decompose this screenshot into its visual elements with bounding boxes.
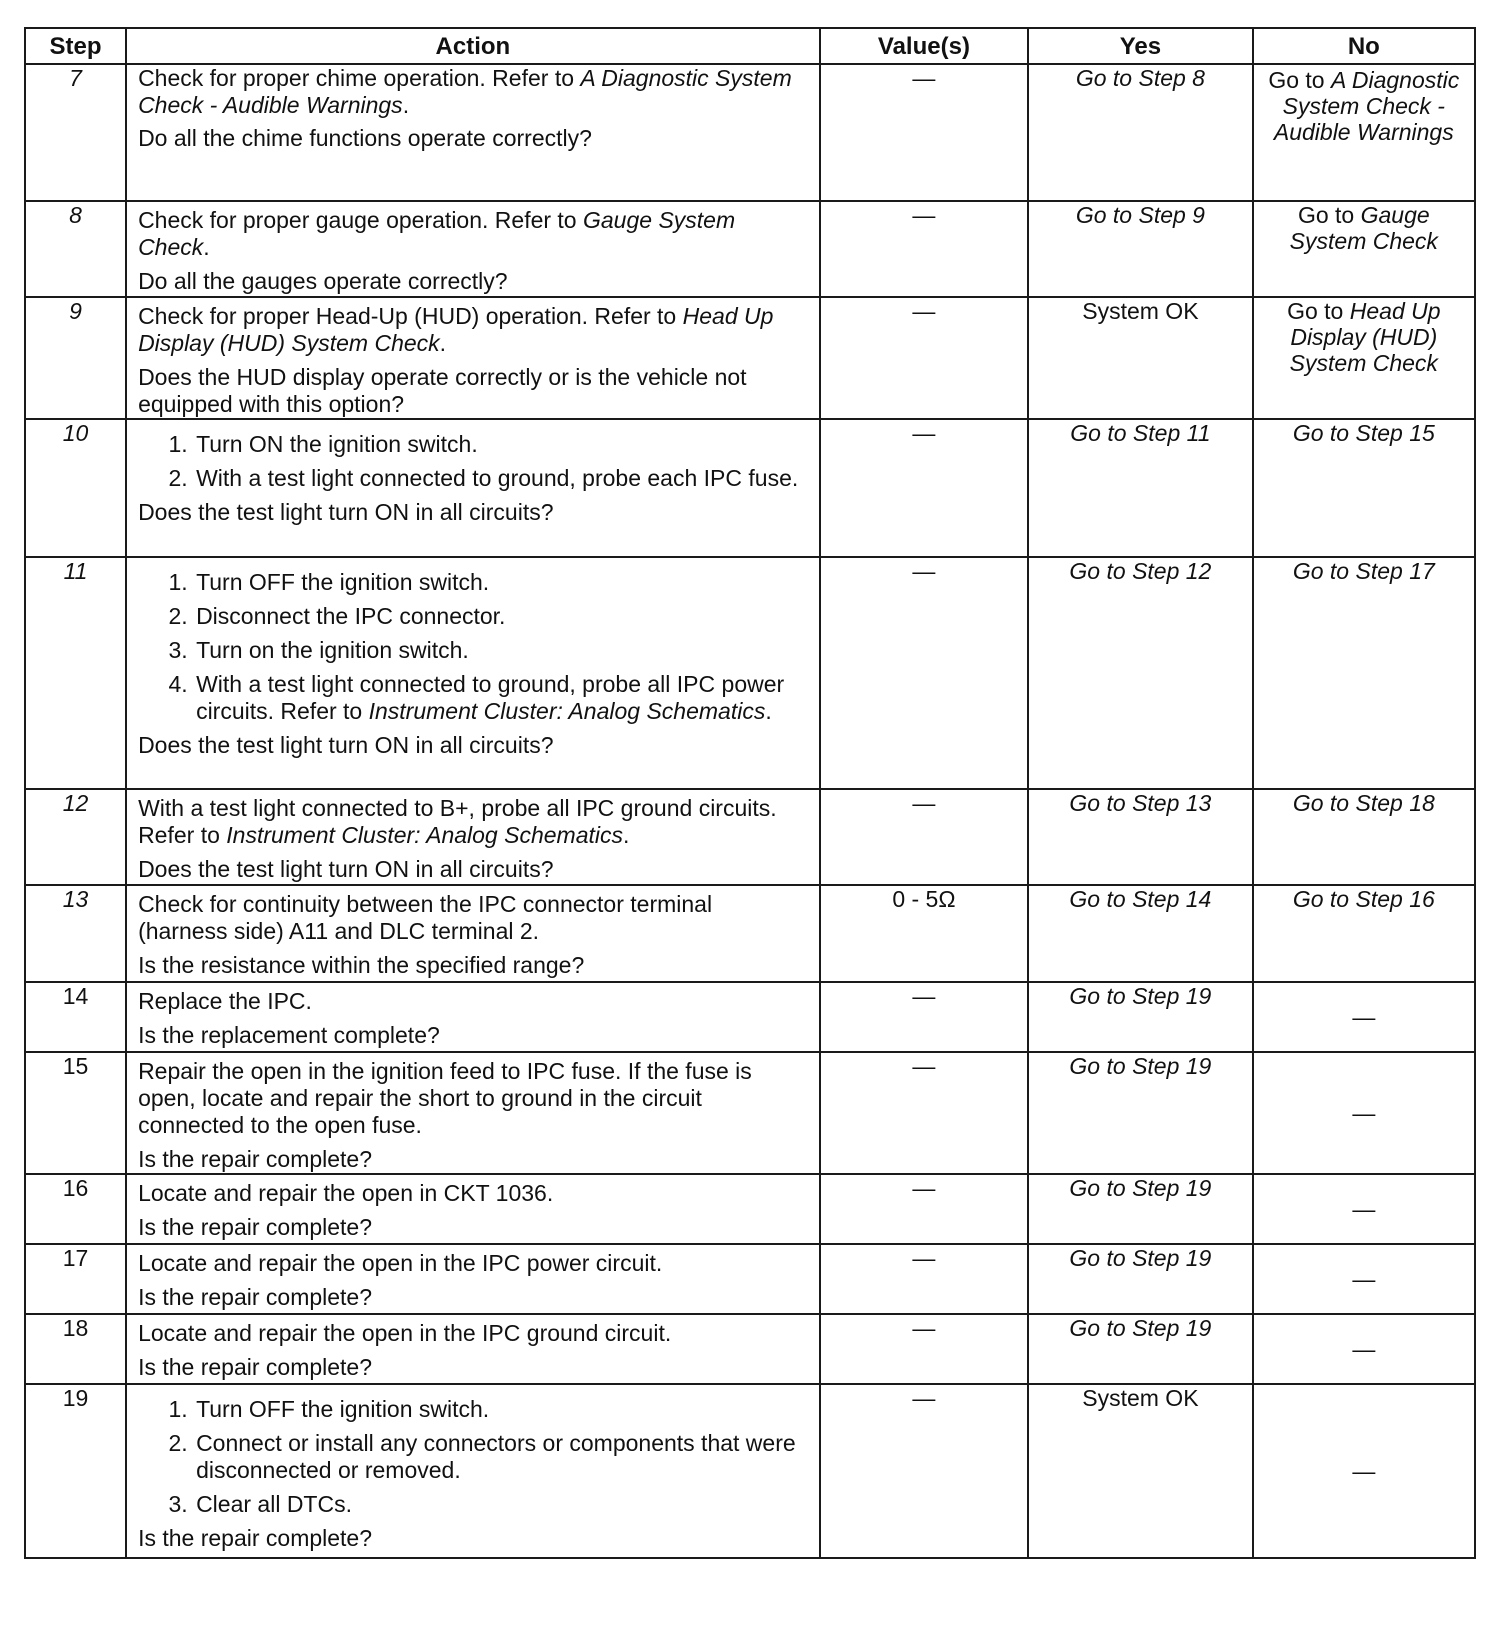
yes-cell: Go to Step 11 (1028, 419, 1252, 557)
reference-link: Instrument Cluster: Analog Schematics (226, 822, 623, 848)
action-step: 4. With a test light connected to ground, probe all IPC power circuits. Refer to Instrument Cluster: Analog Schematics. (194, 671, 808, 725)
table-row (25, 982, 1475, 1052)
action-text: Check for continuity between the IPC connector terminal (harness side) A11 and DLC terminal 2. (138, 891, 713, 944)
reference-link: Instrument Cluster: Analog Schematics (368, 698, 766, 724)
table-row (25, 1174, 1475, 1244)
action-text: Locate and repair the open in CKT 1036. (138, 1180, 554, 1206)
no-cell: — (1253, 982, 1475, 1052)
action-step: 1. Turn OFF the ignition switch. (194, 569, 808, 596)
diagnostic-table (24, 27, 1476, 1559)
action-question: Do all the gauges operate correctly? (138, 268, 508, 294)
no-cell: — (1253, 1244, 1475, 1314)
action-cell (126, 1244, 820, 1314)
value-cell: — (820, 201, 1029, 297)
action-cell (126, 419, 820, 557)
action-step: 1. Turn ON the ignition switch. (194, 431, 808, 458)
action-text: Check for proper gauge operation. Refer to Gauge System Check. (138, 207, 736, 260)
action-question: Does the HUD display operate correctly or is the vehicle not equipped with this option? (138, 364, 747, 417)
step-number: 8 (25, 201, 126, 297)
step-number: 11 (25, 557, 126, 789)
table-row (25, 1384, 1475, 1558)
action-question: Is the repair complete? (138, 1284, 373, 1310)
step-number: 15 (25, 1052, 126, 1174)
table-row (25, 297, 1475, 419)
action-step: 2. Disconnect the IPC connector. (194, 603, 808, 630)
table-row (25, 64, 1475, 201)
action-question: Is the repair complete? (138, 1354, 373, 1380)
no-cell: Go to Step 18 (1253, 789, 1475, 885)
action-question: Is the repair complete? (138, 1146, 373, 1172)
action-cell (126, 789, 820, 885)
no-cell: Go to A Diagnostic System Check - Audible Warnings (1253, 64, 1475, 201)
value-cell: — (820, 1174, 1029, 1244)
action-step: 2. With a test light connected to ground, probe each IPC fuse. (194, 465, 808, 492)
yes-cell: Go to Step 19 (1028, 1244, 1252, 1314)
no-cell: — (1253, 1384, 1475, 1558)
action-steps (138, 569, 808, 725)
action-cell (126, 885, 820, 982)
step-number: 13 (25, 885, 126, 982)
step-number: 14 (25, 982, 126, 1052)
action-steps (138, 431, 808, 492)
step-number: 10 (25, 419, 126, 557)
value-cell: — (820, 789, 1029, 885)
action-text: Check for proper chime operation. Refer to A Diagnostic System Check - Audible Warnings. (138, 65, 792, 118)
header-values: Value(s) (820, 28, 1029, 64)
reference-link: Gauge System Check (138, 207, 736, 260)
step-number: 16 (25, 1174, 126, 1244)
value-cell: 0 - 5Ω (820, 885, 1029, 982)
action-cell (126, 1174, 820, 1244)
step-number: 12 (25, 789, 126, 885)
table-row (25, 419, 1475, 557)
value-cell: — (820, 1244, 1029, 1314)
table-row (25, 1244, 1475, 1314)
value-cell: — (820, 64, 1029, 201)
reference-link: Head Up Display (HUD) System Check (138, 303, 774, 356)
yes-cell: Go to Step 13 (1028, 789, 1252, 885)
value-cell: — (820, 982, 1029, 1052)
yes-cell: Go to Step 19 (1028, 1052, 1252, 1174)
action-text: Repair the open in the ignition feed to IPC fuse. If the fuse is open, locate and repair the short to ground in the circuit connected to the open fuse. (138, 1058, 752, 1138)
step-number: 17 (25, 1244, 126, 1314)
action-step: 2. Connect or install any connectors or components that were disconnected or removed. (194, 1430, 808, 1484)
table-row (25, 557, 1475, 789)
value-cell: — (820, 1052, 1029, 1174)
yes-cell: System OK (1028, 1384, 1252, 1558)
yes-cell: Go to Step 19 (1028, 1174, 1252, 1244)
header-step: Step (25, 28, 126, 64)
action-cell (126, 1314, 820, 1384)
yes-cell: Go to Step 12 (1028, 557, 1252, 789)
yes-cell: System OK (1028, 297, 1252, 419)
action-question: Is the repair complete? (138, 1525, 373, 1551)
action-question: Does the test light turn ON in all circuits? (138, 856, 554, 882)
action-text: With a test light connected to B+, probe all IPC ground circuits. Refer to Instrument Cluster: Analog Schematics. (138, 795, 777, 848)
no-cell: Go to Head Up Display (HUD) System Check (1253, 297, 1475, 419)
no-cell: — (1253, 1174, 1475, 1244)
table-row (25, 885, 1475, 982)
no-cell: Go to Step 15 (1253, 419, 1475, 557)
reference-link: A Diagnostic System Check - Audible Warnings (138, 65, 792, 118)
table-row (25, 789, 1475, 885)
no-cell: Go to Step 17 (1253, 557, 1475, 789)
action-text: Locate and repair the open in the IPC power circuit. (138, 1250, 663, 1276)
no-cell: Go to Step 16 (1253, 885, 1475, 982)
action-cell (126, 557, 820, 789)
value-cell: — (820, 557, 1029, 789)
header-yes: Yes (1028, 28, 1252, 64)
yes-cell: Go to Step 14 (1028, 885, 1252, 982)
no-cell: — (1253, 1052, 1475, 1174)
value-cell: — (820, 1314, 1029, 1384)
header-no: No (1253, 28, 1475, 64)
table-row (25, 1314, 1475, 1384)
action-cell (126, 201, 820, 297)
action-step: 1. Turn OFF the ignition switch. (194, 1396, 808, 1423)
value-cell: — (820, 1384, 1029, 1558)
step-number: 9 (25, 297, 126, 419)
action-text: Replace the IPC. (138, 988, 312, 1014)
action-question: Is the replacement complete? (138, 1022, 440, 1048)
yes-cell: Go to Step 19 (1028, 982, 1252, 1052)
action-text: Check for proper Head-Up (HUD) operation. Refer to Head Up Display (HUD) System Check. (138, 303, 774, 356)
no-cell: — (1253, 1314, 1475, 1384)
yes-cell: Go to Step 19 (1028, 1314, 1252, 1384)
step-number: 18 (25, 1314, 126, 1384)
action-text: Locate and repair the open in the IPC ground circuit. (138, 1320, 672, 1346)
action-cell (126, 297, 820, 419)
action-question: Does the test light turn ON in all circuits? (138, 732, 554, 758)
action-question: Do all the chime functions operate correctly? (138, 125, 592, 151)
no-cell: Go to Gauge System Check (1253, 201, 1475, 297)
table-row (25, 201, 1475, 297)
action-cell (126, 1052, 820, 1174)
step-number: 7 (25, 64, 126, 201)
action-step: 3. Turn on the ignition switch. (194, 637, 808, 664)
action-cell (126, 982, 820, 1052)
step-number: 19 (25, 1384, 126, 1558)
value-cell: — (820, 297, 1029, 419)
table-row (25, 1052, 1475, 1174)
header-row (25, 28, 1475, 64)
header-action: Action (126, 28, 820, 64)
action-cell (126, 64, 820, 201)
action-question: Does the test light turn ON in all circuits? (138, 499, 554, 525)
action-question: Is the resistance within the specified range? (138, 952, 585, 978)
value-cell: — (820, 419, 1029, 557)
yes-cell: Go to Step 9 (1028, 201, 1252, 297)
action-steps (138, 1396, 808, 1518)
yes-cell: Go to Step 8 (1028, 64, 1252, 201)
action-question: Is the repair complete? (138, 1214, 373, 1240)
action-cell (126, 1384, 820, 1558)
action-step: 3. Clear all DTCs. (194, 1491, 808, 1518)
